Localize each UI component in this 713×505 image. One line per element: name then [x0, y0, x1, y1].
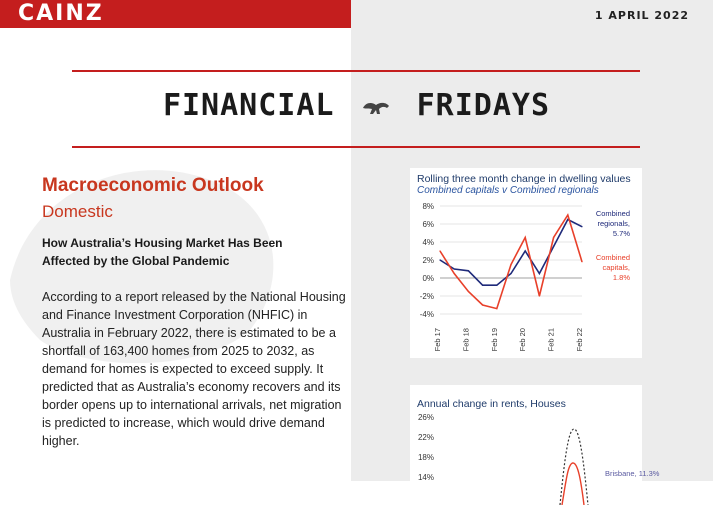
y-tick-label: 0%	[422, 274, 434, 283]
x-tick-label: Feb 17	[433, 328, 442, 352]
x-tick-label: Feb 22	[575, 328, 584, 352]
y-tick-label: 6%	[422, 220, 434, 229]
data-point	[439, 250, 440, 251]
annotation-label: Brisbane, 11.3%	[605, 469, 660, 478]
chart1-title: Rolling three month change in dwelling values	[417, 173, 631, 185]
data-point	[553, 246, 554, 247]
y-tick-label: 22%	[417, 433, 434, 442]
data-point	[468, 291, 469, 292]
data-point	[482, 304, 483, 305]
chart1-subtitle: Combined capitals v Combined regionals	[417, 185, 599, 196]
legend-label: Combined	[595, 209, 630, 218]
masthead-rule-top	[72, 70, 640, 72]
y-tick-label: 18%	[417, 453, 434, 462]
data-point	[581, 261, 582, 262]
masthead-word-2: FRIDAYS	[416, 88, 551, 123]
data-point	[539, 273, 540, 274]
data-point	[581, 226, 582, 227]
legend-label: regionals,	[597, 219, 630, 228]
data-point	[525, 237, 526, 238]
chart-card-rents	[410, 385, 660, 505]
series-line-red	[562, 463, 584, 505]
masthead	[0, 88, 713, 123]
rents-chart	[410, 385, 660, 505]
data-point	[454, 268, 455, 269]
series-line-capitals	[440, 215, 582, 309]
y-tick-label: 2%	[422, 256, 434, 265]
dwelling-chart	[410, 168, 642, 358]
masthead-word-1: FINANCIAL	[162, 88, 335, 123]
legend-label: 1.8%	[612, 273, 630, 282]
brand-logo: CAINZ	[18, 1, 104, 26]
data-point	[496, 308, 497, 309]
data-point	[553, 237, 554, 238]
y-tick-label: 14%	[417, 473, 434, 482]
data-point	[567, 214, 568, 215]
section-heading: Macroeconomic Outlook	[42, 175, 264, 196]
issue-date: 1 APRIL 2022	[594, 9, 689, 22]
article-body: According to a report released by the National Housing and Finance Investment Corporation (NHFIC) in Australia in February 2022, there is estimated to be a shortfall of 163,400 homes from 2025 to 2032, as demand for homes is expected to exceed supply. It predicted that as Australia’s economy recovers and its border opens up to international arrivals, net migration is predicted to increase, which would drive demand higher.	[42, 290, 346, 448]
data-point	[439, 259, 440, 260]
y-tick-label: -2%	[419, 292, 434, 301]
masthead-rule-bottom	[72, 146, 640, 148]
x-tick-label: Feb 19	[489, 328, 499, 352]
data-point	[482, 285, 483, 286]
data-point	[510, 264, 511, 265]
y-tick-label: 26%	[417, 413, 434, 422]
data-point	[496, 285, 497, 286]
y-tick-label: -4%	[419, 310, 434, 319]
x-tick-label: Feb 18	[461, 328, 471, 352]
data-point	[468, 270, 469, 271]
data-point	[510, 273, 511, 274]
legend-label: 5.7%	[612, 229, 630, 238]
chart2-title: Annual change in rents, Houses	[417, 398, 566, 410]
legend-label: Combined	[595, 253, 630, 262]
brand-bar	[0, 0, 351, 28]
chart-card-dwelling	[410, 168, 642, 358]
x-tick-label: Feb 21	[546, 328, 556, 352]
article-title: How Australia’s Housing Market Has Been Affected by the Global Pandemic	[42, 236, 283, 268]
subsection-heading: Domestic	[42, 202, 113, 221]
x-tick-label: Feb 20	[518, 328, 528, 352]
bull-icon	[360, 96, 392, 118]
data-point	[539, 295, 540, 296]
y-tick-label: 8%	[422, 202, 434, 211]
data-point	[525, 250, 526, 251]
y-tick-label: 4%	[422, 238, 434, 247]
legend-label: capitals,	[602, 263, 630, 272]
series-line-regionals	[440, 220, 582, 286]
data-point	[454, 273, 455, 274]
